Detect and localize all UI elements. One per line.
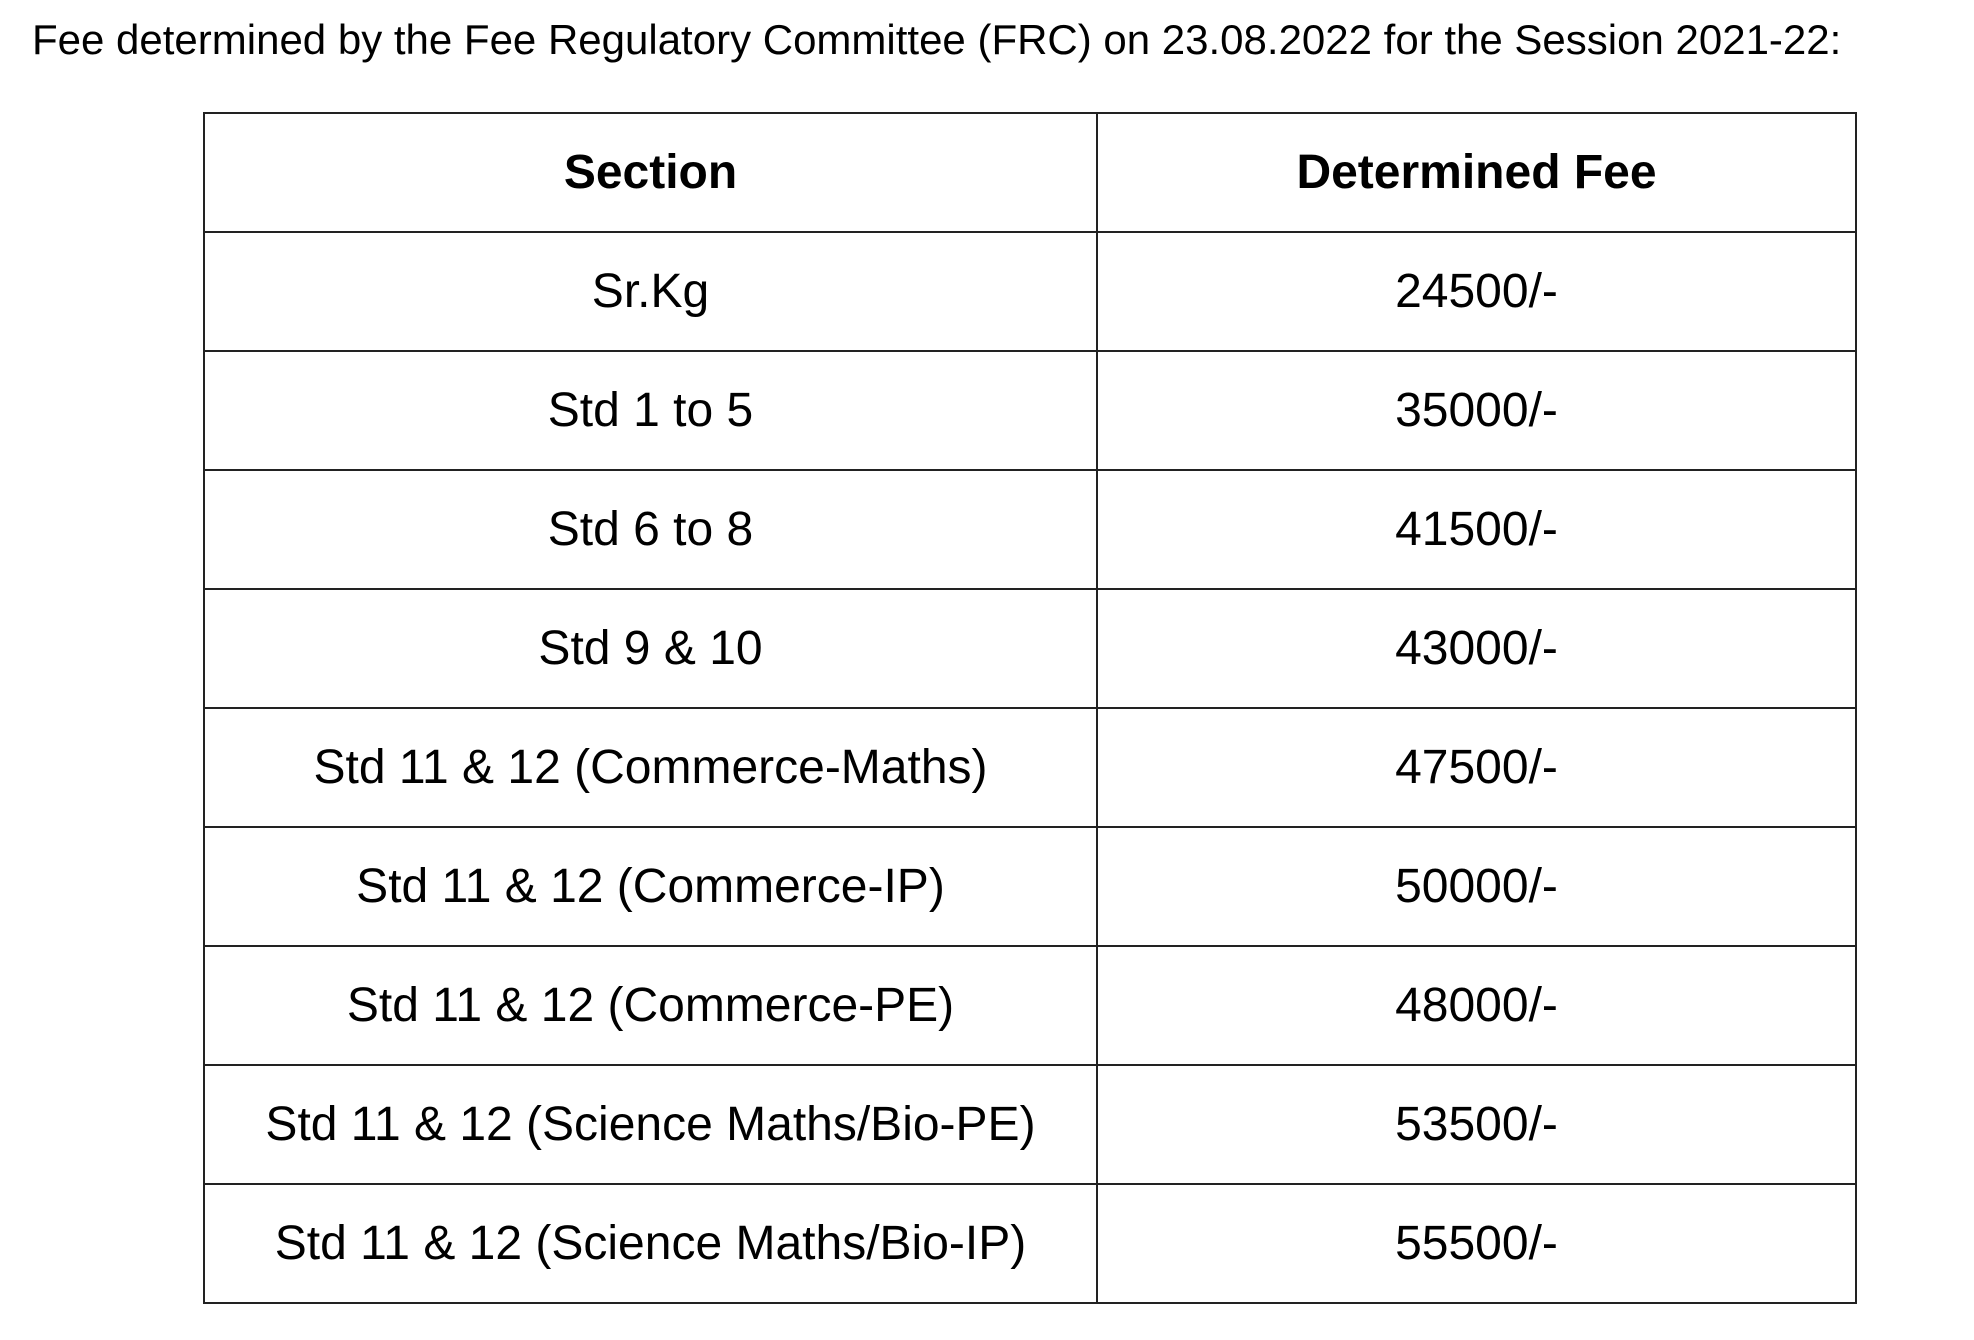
fee-cell: 50000/- bbox=[1097, 827, 1856, 946]
fee-cell: 47500/- bbox=[1097, 708, 1856, 827]
table-row bbox=[204, 470, 1856, 589]
section-cell: Std 11 & 12 (Science Maths/Bio-IP) bbox=[204, 1184, 1097, 1303]
table-row bbox=[204, 827, 1856, 946]
section-cell: Std 1 to 5 bbox=[204, 351, 1097, 470]
table-row bbox=[204, 708, 1856, 827]
table-row bbox=[204, 232, 1856, 351]
table-row bbox=[204, 946, 1856, 1065]
table-row bbox=[204, 589, 1856, 708]
section-cell: Std 11 & 12 (Science Maths/Bio-PE) bbox=[204, 1065, 1097, 1184]
column-header-determined-fee: Determined Fee bbox=[1097, 113, 1856, 232]
fee-cell: 48000/- bbox=[1097, 946, 1856, 1065]
document-heading: Fee determined by the Fee Regulatory Committee (FRC) on 23.08.2022 for the Session 2021-22: bbox=[32, 16, 1842, 63]
fee-cell: 43000/- bbox=[1097, 589, 1856, 708]
fee-table bbox=[203, 112, 1857, 1304]
table-row bbox=[204, 351, 1856, 470]
table-header-row bbox=[204, 113, 1856, 232]
section-cell: Sr.Kg bbox=[204, 232, 1097, 351]
fee-cell: 24500/- bbox=[1097, 232, 1856, 351]
fee-cell: 53500/- bbox=[1097, 1065, 1856, 1184]
table-row bbox=[204, 1065, 1856, 1184]
fee-cell: 35000/- bbox=[1097, 351, 1856, 470]
column-header-section: Section bbox=[204, 113, 1097, 232]
section-cell: Std 6 to 8 bbox=[204, 470, 1097, 589]
section-cell: Std 9 & 10 bbox=[204, 589, 1097, 708]
fee-cell: 41500/- bbox=[1097, 470, 1856, 589]
section-cell: Std 11 & 12 (Commerce-IP) bbox=[204, 827, 1097, 946]
table-row bbox=[204, 1184, 1856, 1303]
section-cell: Std 11 & 12 (Commerce-PE) bbox=[204, 946, 1097, 1065]
fee-cell: 55500/- bbox=[1097, 1184, 1856, 1303]
section-cell: Std 11 & 12 (Commerce-Maths) bbox=[204, 708, 1097, 827]
